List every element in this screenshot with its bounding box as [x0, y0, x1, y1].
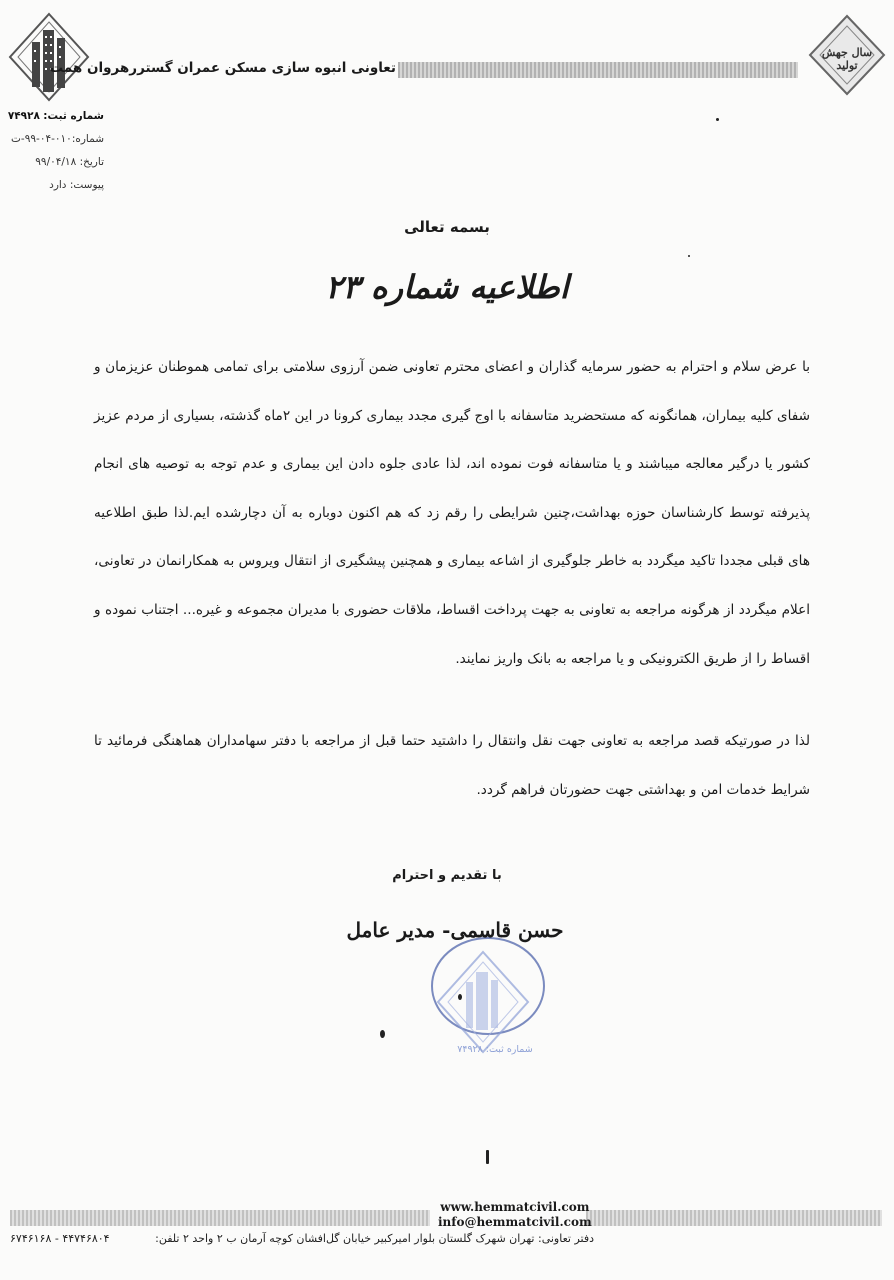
- footer-email: info@hemmatcivil.com: [438, 1215, 592, 1229]
- footer-contact: [438, 1200, 592, 1230]
- notice-title: اطلاعیه شماره ۲۳: [325, 268, 569, 306]
- footer-divider-right: [586, 1210, 882, 1226]
- signature: حسن قاسمی- مدیر عامل: [346, 918, 564, 942]
- letter-date: [35, 156, 104, 168]
- slogan-logo: [808, 14, 886, 96]
- registration-label: شماره ثبت:: [43, 110, 104, 122]
- paragraph-2-text: لذا در صورتیکه قصد مراجعه به تعاونی جهت نقل وانتقال را داشتید حتما قبل از مراجعه با دفتر سهامداران هماهنگی فرمائید تا شرایط خدمات امن و بهداشتی جهت حضورتان فراهم گردد.: [94, 733, 810, 798]
- footer-divider-left: [10, 1210, 430, 1226]
- stamp-text: شماره ثبت: ۷۴۹۲۸: [457, 1044, 533, 1055]
- header-divider: [398, 62, 798, 78]
- paper-speck: [458, 994, 462, 1000]
- paper-speck: [716, 118, 719, 121]
- paper-speck: [486, 1150, 489, 1164]
- company-name: تعاونی انبوه سازی مسکن عمران گستررهروان همت: [49, 60, 396, 76]
- slogan-text: سال جهش تولید: [821, 46, 873, 72]
- footer-website: www.hemmatcivil.com: [440, 1200, 590, 1214]
- attachment: [49, 179, 104, 191]
- attachment-label: پیوست:: [69, 179, 104, 191]
- registration-number: [8, 110, 104, 122]
- paper-speck: [380, 1030, 385, 1038]
- footer-phones: ۴۴۷۴۶۸۰۴ - ۶۷۴۶۱۶۸: [10, 1232, 110, 1245]
- paper-speck: [688, 255, 690, 257]
- date-value: ۹۹/۰۴/۱۸: [35, 156, 77, 168]
- body-paragraph-1: [94, 343, 810, 683]
- attachment-value: دارد: [49, 179, 67, 191]
- official-stamp-icon: [418, 924, 548, 1060]
- company-logo-icon: [8, 12, 90, 102]
- date-label: تاریخ:: [79, 156, 104, 168]
- letter-number-label: شماره:: [71, 133, 104, 145]
- registration-value: ۷۴۹۲۸: [7, 110, 40, 122]
- paragraph-1-text: با عرض سلام و احترام به حضور سرمایه گذاران و اعضای محترم تعاونی ضمن آرزوی سلامتی برای تمامی هموطنان عزیزمان و شفای کلیه بیماران، همانگونه که مستحضرید متاسفانه با اوج گیری مجدد بیماری کرونا در این ۲ماه گذشته، بسیاری از مردم عزیز کشور یا درگیر معالجه میباشند و یا متاسفانه فوت نموده اند، لذا عادی جلوه دادن این بیماری و عدم توجه به توصیه های انجام پذیرفته توسط کارشناسان حوزه بهداشت،چنین شرایطی را رقم زد که هم اکنون دوباره به آن دچارشده ایم.لذا طبق اطلاعیه های قبلی مجددا تاکید میگردد به خاطر جلوگیری از اشاعه بیماری و همچنین پیشگیری از انتقال ویروس به همکارانمان در تعاونی، اعلام میگردد از هرگونه مراجعه به تعاونی به جهت پرداخت اقساط، ملاقات حضوری با مدیران مجموعه و غیره... اجتناب نموده و اقساط را از طریق الکترونیکی و یا مراجعه به بانک واریز نمایند.: [94, 359, 810, 667]
- body-paragraph-2: [94, 717, 810, 814]
- basmala: بسمه تعالی: [404, 218, 490, 236]
- letter-number-value: ۰۱۰-۰۴-۹۹-ت: [11, 133, 72, 145]
- letter-number: [11, 133, 104, 145]
- footer-address: دفتر تعاونی: تهران شهرک گلستان بلوار امیرکبیر خیابان گل‌افشان کوچه آرمان ب ۲ واحد ۲ تلفن:: [155, 1232, 594, 1245]
- closing-line: با تقدیم و احترام: [392, 868, 502, 883]
